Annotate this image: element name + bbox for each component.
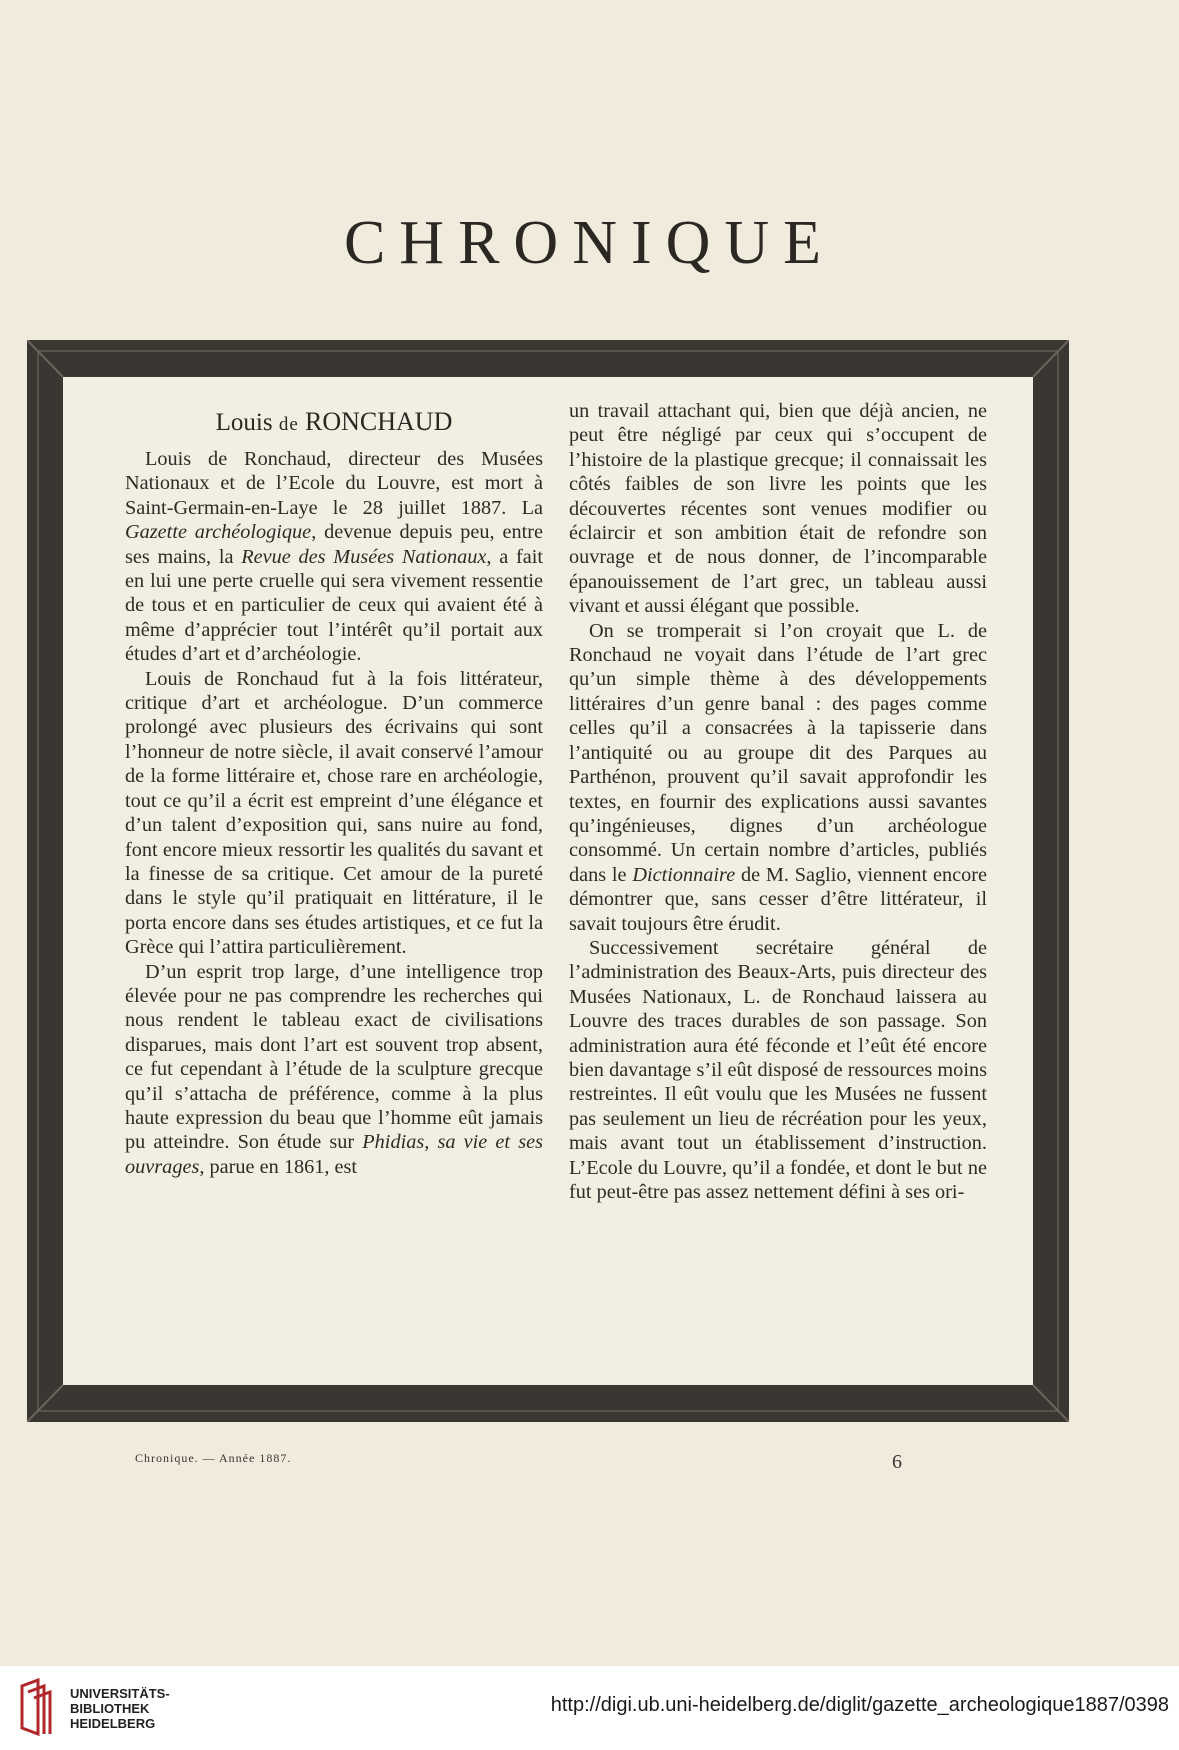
right-column [569, 399, 987, 1204]
paragraph [569, 936, 987, 1204]
library-name-line: UNIVERSITÄTS- [70, 1686, 170, 1701]
page-title: CHRONIQUE [343, 209, 836, 277]
italic-title: Gazette archéologique [125, 521, 312, 544]
library-name [70, 1686, 170, 1731]
text-run: On se tromperait si l’on croyait que L. de Ronchaud ne voyait dans l’étude de l’art grec qu’un simple thème à des développements littéraires d’un genre banal : des pages comme celles qu’il a consacrées à la tapisserie dans l’antiquité ou au groupe dit des Parques au Parthénon, prouvent qu’il savait approfondir les textes, en fournir des explications aussi savantes qu’ingénieuses, dignes d’un archéologue consommé. Un certain nombre d’articles, publiés dans le [569, 619, 987, 886]
text-run: Successivement secrétaire général de l’administration des Beaux-Arts, puis directeur des Musées Nationaux, L. de Ronchaud laissera au Louvre des traces durables de son passage. Son administration aura été féconde et l’eût été encore bien davantage s’il eût disposé de ressources moins restreintes. Il eût voulu que les Musées ne fussent pas seulement un lieu de récréation pour les yeux, mais avant tout un établissement d’instruction. L’Ecole du Louvre, qu’il a fondée, et dont le but ne fut peut-être pas assez nettement défini à ses ori- [569, 936, 987, 1203]
italic-title: Revue des Musées Nationaux [241, 545, 487, 568]
italic-title: Phidias, sa vie et ses ouvrages [125, 1131, 543, 1178]
paragraph [125, 960, 543, 1180]
library-name-line: HEIDELBERG [70, 1716, 156, 1731]
text-run: , a fait en lui une perte cruelle qui sera vivement ressentie de tous et en particulier de ceux qui avaient été à même d’apprécier tout l’intérêt qu’il portait aux études d’art et d’archéologie. [125, 545, 543, 666]
text-run: , parue en 1861, est [199, 1155, 358, 1178]
article-title [125, 407, 543, 437]
signature-number: 6 [892, 1451, 902, 1473]
right-column-text [569, 399, 987, 1204]
library-name-line: BIBLIOTHEK [70, 1701, 150, 1716]
title-mid: de [278, 414, 299, 435]
text-run: D’un esprit trop large, d’une intelligence trop élevée pour ne pas comprendre les recherches qui nous rendent le tableau exact de civilisations disparues, mais dont l’art est souvent trop absent, ce fut cependant à l’étude de la sculpture grecque qu’il s’attacha de préférence, comme à la plus haute expression du beau que l’homme eût jamais pu atteindre. Son étude sur [125, 960, 543, 1154]
library-logo-icon [18, 1678, 60, 1736]
title-last: RONCHAUD [305, 407, 453, 436]
text-run: un travail attachant qui, bien que déjà ancien, ne peut être négligé par ceux qui s’occupent de l’histoire de la plastique grecque; il connaissait les côtés faibles de son livre les points que les découvertes récentes sont venues modifier ou éclaircir et son ambition était de refondre son ouvrage et de nous donner, de l’incomparable épanouissement de l’art grec, un tableau aussi vivant et aussi élégant que possible. [569, 400, 987, 618]
text-run: de M. Saglio, viennent encore démontrer que, sans cesser d’être littérateur, il savait toujours être érudit. [569, 863, 987, 935]
italic-title: Dictionnaire [632, 863, 736, 886]
paragraph [125, 667, 543, 960]
article-columns [125, 399, 987, 1204]
paragraph [569, 619, 987, 936]
running-footer: Chronique. — Année 1887. [135, 1451, 292, 1465]
title-first: Louis [215, 409, 273, 436]
left-column [125, 399, 543, 1204]
text-run: Louis de Ronchaud fut à la fois littérateur, critique d’art et archéologue. D’un commerce prolongé avec plusieurs des écrivains qui sont l’honneur de notre siècle, il avait conservé l’amour de la forme littéraire et, chose rare en archéologie, tout ce qu’il a écrit est empreint d’une élégance et d’un talent d’exposition qui, sans nuire au fond, font encore mieux ressortir les qualités du savant et la finesse de sa critique. Cet amour de la pureté dans le style qu’il pratiquait en littérature, il le porta encore dans ses études artistiques, et ce fut la Grèce qui l’attira particulièrement. [125, 667, 543, 959]
article-body [63, 377, 1033, 1385]
paragraph [125, 447, 543, 667]
library-bar [0, 1666, 1179, 1750]
article-frame [27, 340, 1069, 1422]
paragraph [569, 399, 987, 619]
left-column-text [125, 447, 543, 1179]
text-run: Louis de Ronchaud, directeur des Musées Nationaux et de l’Ecole du Louvre, est mort à Saint-Germain-en-Laye le 28 juillet 1887. La [125, 448, 543, 519]
text-run: , devenue depuis peu, entre ses mains, la [125, 521, 543, 568]
permalink-url[interactable]: http://digi.ub.uni-heidelberg.de/diglit/gazette_archeologique1887/0398 [550, 1694, 1169, 1716]
